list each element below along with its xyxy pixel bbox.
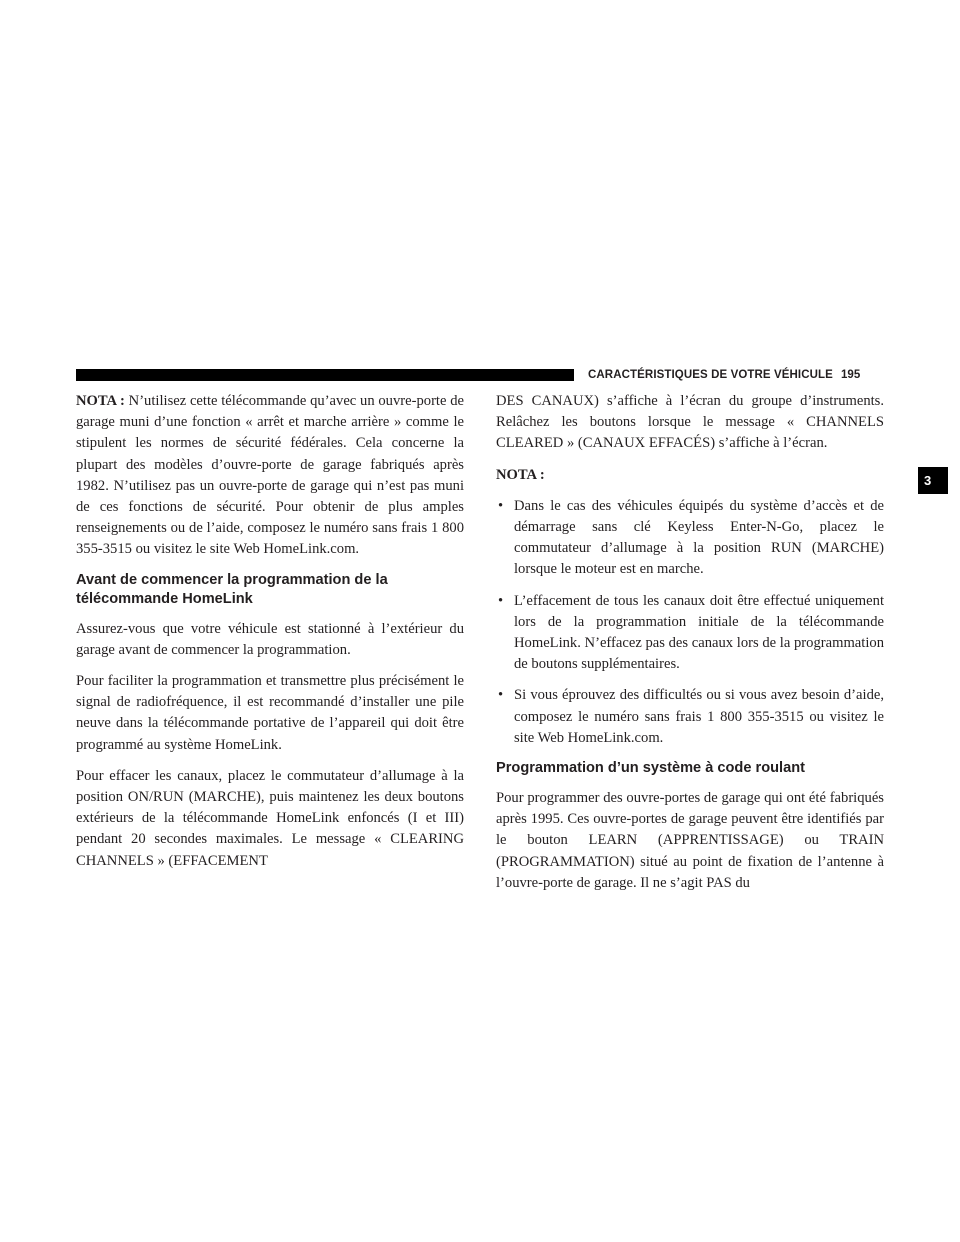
section-heading-rolling-code: Programmation d’un système à code roulant	[496, 760, 805, 777]
header-rule	[76, 369, 574, 381]
bullet-icon: •	[498, 687, 504, 704]
nota-bullet-list	[496, 496, 884, 749]
nota-label: NOTA :	[76, 393, 125, 409]
list-item-text: Dans le cas des véhicules équipés du système d’accès et de démarrage sans clé Keyless Enter-N-Go, placez le commutateur d’allumage à la position RUN (MARCHE) lorsque le moteur est en marche.	[514, 497, 884, 578]
right-column	[496, 391, 884, 904]
chapter-tab: 3	[918, 467, 948, 494]
bullet-icon: •	[498, 592, 504, 609]
nota-heading	[496, 465, 884, 486]
nota-label: NOTA :	[496, 466, 545, 483]
list-item	[496, 496, 884, 581]
nota-text: N’utilisez cette télécommande qu’avec un ouvre-porte de garage muni d’une fonction « arrêt et marche arrière » comme le stipulent les normes de sécurité fédérales. Cela concerne la plupart des modèles d’ouvre-porte de garage fabriqués après 1982. N’utilisez pas un ouvre-porte de garage qui n’est pas muni de ces fonctions de sécurité. Pour obtenir de plus amples renseignements ou de l’aide, composez le numéro sans frais 1 800 355-3515 ou visitez le site Web HomeLink.com.	[76, 393, 464, 558]
list-item	[496, 685, 884, 749]
list-item	[496, 591, 884, 676]
section-title: CARACTÉRISTIQUES DE VOTRE VÉHICULE	[588, 369, 833, 381]
body-paragraph: Pour faciliter la programmation et transmettre plus précisément le signal de radiofréquence, il est recommandé d’installer une pile neuve dans la télécommande portative de l’appareil qui doit être programmé au système HomeLink.	[76, 673, 464, 753]
left-column	[76, 391, 464, 882]
section-heading-before-programming: Avant de commencer la programmation de la télécommande HomeLink	[76, 571, 388, 607]
list-item-text: L’effacement de tous les canaux doit être effectué uniquement lors de la programmation initiale de la télécommande HomeLink. N’effacez pas des canaux lors de la programmation de boutons supplémentaires.	[514, 592, 884, 673]
list-item-text: Si vous éprouvez des difficultés ou si vous avez besoin d’aide, composez le numéro sans frais 1 800 355-3515 ou visitez le site Web HomeLink.com.	[514, 687, 884, 746]
bullet-icon: •	[498, 497, 504, 514]
page-number: 195	[840, 369, 861, 381]
running-header	[588, 366, 888, 384]
nota-paragraph	[76, 391, 464, 561]
body-paragraph: Pour effacer les canaux, placez le commutateur d’allumage à la position ON/RUN (MARCHE), puis maintenez les deux boutons extérieurs de la télécommande HomeLink enfoncés (I et III) pendant 20 secondes maximales. Le message « CLEARING CHANNELS » (EFFACEMENT	[76, 767, 464, 869]
body-paragraph: Pour programmer des ouvre-portes de garage qui ont été fabriqués après 1995. Ces ouvre-portes de garage peuvent être identifiés par le bouton LEARN (APPRENTISSAGE) ou TRAIN (PROGRAMMATION) situé au point de fixation de l’antenne à l’ouvre-porte de garage. Il ne s’agit PAS du	[496, 790, 884, 891]
body-paragraph: Assurez-vous que votre véhicule est stationné à l’extérieur du garage avant de commencer la programmation.	[76, 620, 464, 658]
continued-paragraph: DES CANAUX) s’affiche à l’écran du groupe d’instruments. Relâchez les boutons lorsque le message « CHANNELS CLEARED » (CANAUX EFFACÉS) s’affiche à l’écran.	[496, 393, 884, 452]
